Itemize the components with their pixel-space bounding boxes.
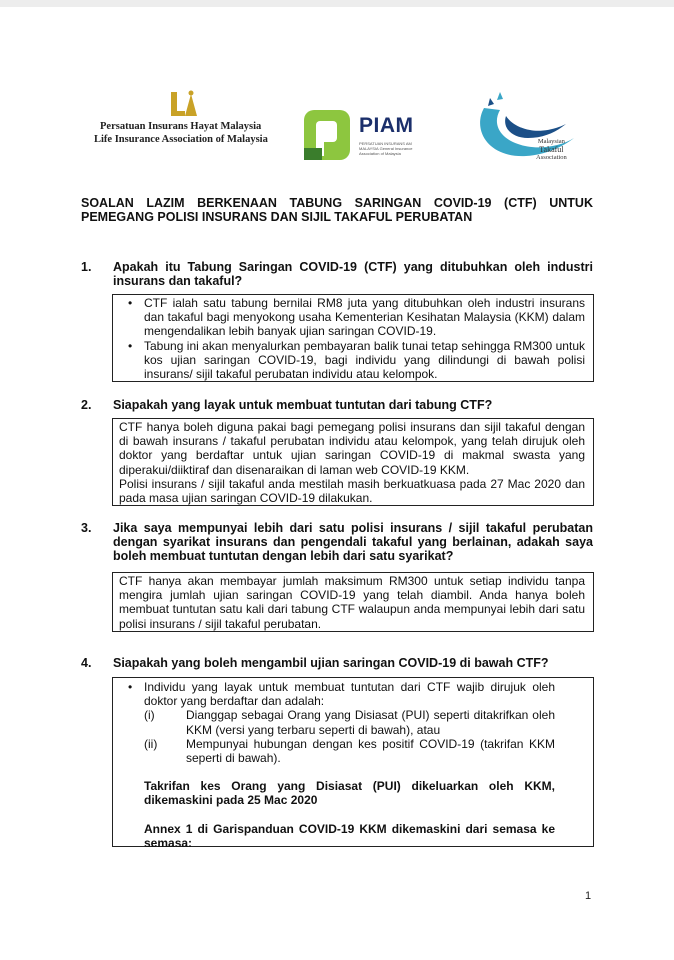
sub-item-numeral: (i)	[144, 708, 155, 723]
answer-paragraph: Polisi insurans / sijil takaful anda mestilah masih berkuatkuasa pada 27 Mac 2020 dan pada masa ujian saringan COVID-19 dilakukan.	[119, 476, 585, 506]
question-number: 3.	[81, 521, 92, 535]
mta-name	[536, 138, 567, 161]
question-number: 4.	[81, 656, 92, 670]
mta-line-2: Takaful	[539, 145, 564, 154]
sub-item-text: Mempunyai hubungan dengan kes positif COVID-19 (takrifan KKM seperti di bawah).	[186, 736, 555, 766]
question-4	[81, 656, 593, 672]
lia-name-english: Life Insurance Association of Malaysia	[94, 134, 268, 145]
bullet-dot: •	[128, 680, 133, 694]
logo-header	[0, 84, 674, 170]
question-number: 1.	[81, 260, 92, 274]
question-text: Jika saya mempunyai lebih dari satu polisi insurans / sijil takaful perubatan dengan syarikat insurans dan pengendali takaful yang berlainan, adakah saya boleh membuat tuntutan dengan lebih dari satu syarikat?	[113, 521, 593, 563]
top-band	[0, 0, 674, 7]
question-text: Siapakah yang boleh mengambil ujian saringan COVID-19 di bawah CTF?	[113, 656, 549, 670]
answer-box-3	[112, 572, 594, 632]
mta-logo	[470, 88, 582, 166]
answer-box-4	[112, 677, 594, 850]
answer-paragraph: CTF hanya akan membayar jumlah maksimum RM300 untuk setiap individu tanpa mengira jumlah ujian saringan COVID-19 yang telah diambil. Anda hanya boleh membuat tuntutan satu kali dari tabung CTF walaupun anda mempunyai lebih dari satu polisi insurans / sijil takaful perubatan.	[119, 574, 585, 631]
piam-logo	[302, 108, 432, 164]
mta-line-3: Association	[536, 154, 567, 161]
lia-emblem-icon	[165, 90, 201, 120]
lia-logo	[88, 90, 278, 160]
bullet-dot: •	[128, 338, 133, 353]
question-text: Apakah itu Tabung Saringan COVID-19 (CTF) yang ditubuhkan oleh industri insurans dan takaful?	[113, 260, 593, 288]
definition-heading: Takrifan kes Orang yang Disiasat (PUI) dikeluarkan oleh KKM, dikemaskini pada 25 Mac 2020	[144, 779, 555, 808]
sub-list	[117, 708, 555, 765]
answer-box-1	[112, 294, 594, 382]
piam-subtitle: PERSATUAN INSURANS AM MALAYSIA General Insurance Association of Malaysia	[359, 141, 413, 156]
mta-line-1: Malaysian	[537, 138, 565, 145]
question-number: 2.	[81, 398, 92, 412]
question-text: Siapakah yang layak untuk membuat tuntutan dari tabung CTF?	[113, 398, 493, 412]
sub-item	[144, 708, 555, 736]
question-1	[81, 260, 593, 290]
question-3	[81, 521, 593, 565]
piam-wordmark: PIAM	[359, 114, 414, 137]
sub-item-text: Dianggap sebagai Orang yang Disiasat (PUI) seperti ditakrifkan oleh KKM (versi yang terbaru seperti di bawah), atau	[186, 708, 555, 737]
answer-bullet	[117, 296, 585, 339]
answer-paragraph: CTF hanya boleh diguna pakai bagi pemegang polisi insurans dan sijil takaful dengan di bawah insurans / takaful perubatan individu atau kelompok, yang telah dirujuk oleh doktor yang berdaftar untuk ujian saringan COVID-19 di makmal swasta yang diperakui/diiktiraf dan disenaraikan di laman web COVID-19 KKM.	[119, 420, 585, 477]
bullet-text: Individu yang layak untuk membuat tuntutan dari CTF wajib dirujuk oleh doktor yang berdaftar dan adalah:	[144, 680, 555, 709]
answer-bullet	[117, 339, 585, 382]
answer-box-2	[112, 418, 594, 506]
bullet-text: CTF ialah satu tabung bernilai RM8 juta yang ditubuhkan oleh industri insurans dan takaful bagi menyokong usaha Kementerian Kesihatan Malaysia (KKM) dalam mengendalikan lebih banyak ujian saringan COVID-19.	[144, 296, 585, 339]
question-2	[81, 398, 593, 414]
answer-bullet	[117, 680, 555, 708]
bullet-text: Tabung ini akan menyalurkan pembayaran balik tunai tetap sehingga RM300 untuk kos ujian saringan COVID-19, bagi individu yang dilindungi di bawah polisi insurans/ sijil takaful perubatan individu atau kelompok.	[144, 338, 585, 382]
lia-name-malay: Persatuan Insurans Hayat Malaysia	[100, 121, 262, 132]
bullet-dot: •	[128, 296, 133, 310]
annex-heading: Annex 1 di Garispanduan COVID-19 KKM dikemaskini dari semasa ke semasa:	[144, 821, 555, 850]
document-title: SOALAN LAZIM BERKENAAN TABUNG SARINGAN COVID-19 (CTF) UNTUK PEMEGANG POLISI INSURANS DAN SIJIL TAKAFUL PERUBATAN	[81, 196, 593, 224]
piam-emblem-icon	[302, 108, 354, 164]
sub-item	[144, 737, 555, 765]
page-number: 1	[585, 890, 592, 902]
sub-item-numeral: (ii)	[144, 736, 158, 751]
